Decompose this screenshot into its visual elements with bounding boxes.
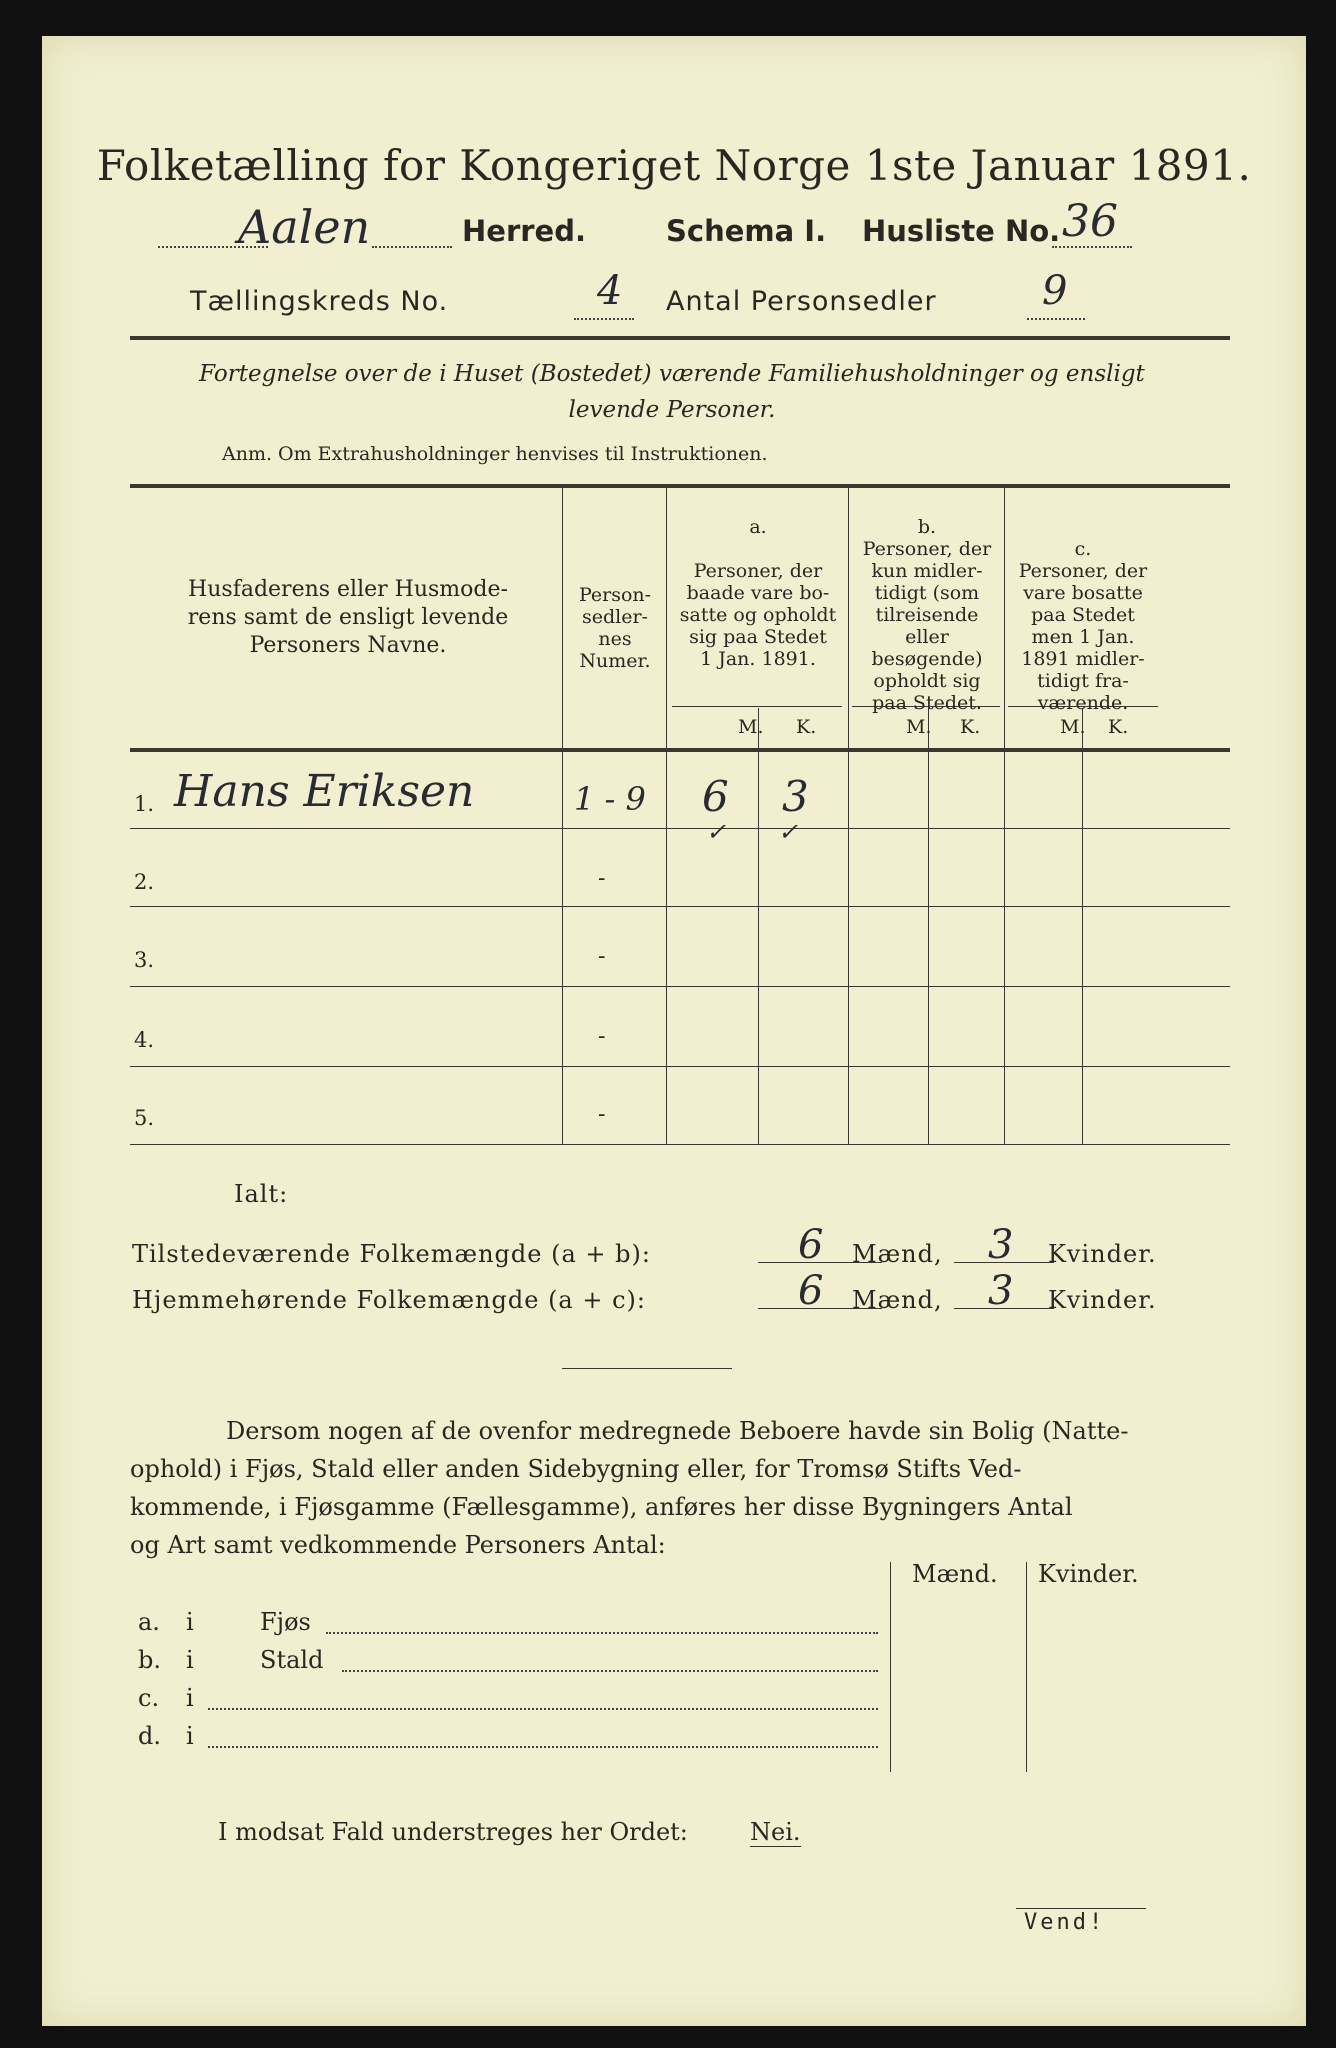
- col-header-b-line: besøgende): [871, 648, 983, 670]
- herred-dotted-line-2: [372, 246, 452, 248]
- col-header-b: [850, 516, 1004, 714]
- c-k-label: K.: [1108, 716, 1129, 738]
- col-header-c-letter: c.: [1074, 538, 1092, 560]
- col-header-b-line: tidigt (som: [874, 582, 980, 604]
- row-rule-3: [130, 986, 1230, 987]
- resident-men-count: 6: [798, 1268, 824, 1314]
- col-header-number-line: nes: [598, 628, 632, 650]
- municipality-handwritten: Aalen: [238, 200, 371, 254]
- col-header-a-line: Personer, der: [693, 560, 823, 582]
- maend-label: Mænd,: [852, 1286, 943, 1314]
- building-i: i: [186, 1608, 194, 1636]
- husliste-dotted-line: [1052, 246, 1132, 248]
- building-dotted-line: [208, 1746, 878, 1748]
- col-divider-1: [562, 486, 563, 1144]
- col-header-b-line: eller: [905, 626, 949, 648]
- building-i: i: [186, 1722, 194, 1750]
- census-form-page: [42, 36, 1306, 2026]
- a-k-label: K.: [796, 716, 817, 738]
- row-rule-1: [130, 828, 1230, 829]
- resident-population-label: Hjemmehørende Folkemængde (a + c):: [132, 1286, 646, 1314]
- present-women-count: 3: [988, 1222, 1014, 1268]
- mk-divider-b: [928, 708, 929, 1144]
- husliste-label: Husliste No.: [862, 214, 1061, 248]
- buildings-kvinder-header: Kvinder.: [1038, 1560, 1139, 1588]
- buildings-divider-2: [1026, 1562, 1027, 1772]
- col-header-c: [1006, 538, 1160, 714]
- row-number: 4.: [134, 1028, 155, 1052]
- col-header-number-line: sedler-: [582, 606, 648, 628]
- col-header-name-line: Personers Navne.: [249, 633, 447, 658]
- col-header-a-letter: a.: [749, 516, 767, 538]
- person-name-handwritten: Hans Eriksen: [174, 766, 475, 817]
- nei-word: Nei.: [750, 1818, 801, 1846]
- col-header-b-line: tilreisende: [875, 604, 979, 626]
- col-header-number-line: Person-: [578, 584, 652, 606]
- check-mark: ✓: [778, 818, 799, 846]
- col-header-a-line: sig paa Stedet: [689, 626, 827, 648]
- col-header-b-line: kun midler-: [871, 560, 983, 582]
- vend-rule: [1016, 1908, 1146, 1909]
- mk-divider-c: [1082, 708, 1083, 1144]
- ialt-label: Ialt:: [234, 1180, 289, 1208]
- a-women-count: 3: [782, 772, 809, 821]
- col-header-number-line: Numer.: [579, 650, 651, 672]
- buildings-divider-1: [890, 1562, 891, 1772]
- building-dotted-line: [342, 1670, 878, 1672]
- intro-line-2: levende Personer.: [568, 397, 776, 423]
- paragraph-line: kommende, i Fjøsgamme (Fællesgamme), anføres her disse Bygningers Antal: [130, 1493, 1073, 1521]
- col-header-c-line: tidigt fra-: [1037, 670, 1129, 692]
- personsedler-dotted-line: [1027, 318, 1085, 320]
- col-header-c-line: Personer, der: [1018, 560, 1148, 582]
- kvinder-label: Kvinder.: [1048, 1240, 1157, 1268]
- header-rule: [130, 336, 1230, 340]
- col-header-c-line: paa Stedet: [1031, 604, 1135, 626]
- col-header-name-line: rens samt de ensligt levende: [187, 605, 509, 630]
- intro-line-1: Fortegnelse over de i Huset (Bostedet) værende Familiehusholdninger og ensligt: [199, 361, 1145, 387]
- sedler-dash: -: [598, 944, 606, 969]
- col-divider-2: [666, 486, 667, 1144]
- building-letter: c.: [138, 1684, 160, 1712]
- sedler-dash: -: [598, 1102, 606, 1127]
- buildings-maend-header: Mænd.: [912, 1560, 998, 1588]
- kreds-number: 4: [597, 268, 623, 314]
- building-label: Stald: [260, 1646, 324, 1674]
- intro-text: [122, 356, 1222, 428]
- col-header-c-line: værende.: [1037, 692, 1129, 714]
- row-number: 5.: [134, 1106, 155, 1130]
- building-letter: a.: [138, 1608, 160, 1636]
- a-m-label: M.: [738, 716, 764, 738]
- sedler-dash: -: [598, 866, 606, 891]
- subheader-rule-a: [672, 706, 842, 707]
- a-men-count: 6: [702, 772, 729, 821]
- col-header-b-line: opholdt sig: [873, 670, 981, 692]
- sedler-dash: -: [598, 1024, 606, 1049]
- col-divider-3: [848, 486, 849, 1144]
- kvinder-label: Kvinder.: [1048, 1286, 1157, 1314]
- table-header-rule: [130, 748, 1230, 752]
- present-population-label: Tilstedeværende Folkemængde (a + b):: [132, 1240, 651, 1268]
- col-header-number: [564, 584, 666, 672]
- col-header-name-line: Husfaderens eller Husmode-: [188, 577, 508, 602]
- row-number: 1.: [134, 792, 155, 816]
- check-mark: ✓: [706, 818, 727, 846]
- modsat-text: I modsat Fald understreges her Ordet:: [218, 1818, 688, 1846]
- col-header-b-line: Personer, der: [862, 538, 992, 560]
- col-divider-4: [1004, 486, 1005, 1144]
- schema-label: Schema I.: [666, 214, 827, 248]
- building-dotted-line: [208, 1708, 878, 1710]
- col-header-a-line: satte og opholdt: [679, 604, 837, 626]
- maend-label: Mænd,: [852, 1240, 943, 1268]
- b-k-label: K.: [960, 716, 981, 738]
- personsedler-count: 9: [1042, 268, 1068, 314]
- row-number: 2.: [134, 870, 155, 894]
- building-letter: b.: [138, 1646, 161, 1674]
- form-title: Folketælling for Kongeriget Norge 1ste Januar 1891.: [96, 141, 1252, 190]
- vend-label: Vend!: [1024, 1910, 1106, 1935]
- building-i: i: [186, 1646, 194, 1674]
- building-dotted-line: [326, 1632, 878, 1634]
- present-men-count: 6: [798, 1222, 824, 1268]
- col-header-b-line: paa Stedet.: [872, 692, 982, 714]
- col-header-c-line: men 1 Jan.: [1031, 626, 1135, 648]
- row-number: 3.: [134, 948, 155, 972]
- paragraph-line: og Art samt vedkommende Personers Antal:: [130, 1531, 666, 1559]
- table-bottom-rule: [130, 1144, 1230, 1145]
- resident-women-count: 3: [988, 1268, 1014, 1314]
- row-rule-4: [130, 1066, 1230, 1067]
- paragraph-line: Dersom nogen af de ovenfor medregnede Beboere havde sin Bolig (Natte-: [226, 1417, 1129, 1445]
- separator-short: [562, 1368, 732, 1369]
- col-header-c-line: 1891 midler-: [1021, 648, 1145, 670]
- husliste-number: 36: [1062, 196, 1118, 247]
- col-header-a-line: baade vare bo-: [686, 582, 830, 604]
- anm-note: Anm. Om Extrahusholdninger henvises til Instruktionen.: [222, 443, 768, 465]
- col-header-a: [668, 516, 848, 670]
- c-m-label: M.: [1060, 716, 1086, 738]
- col-header-a-line: 1 Jan. 1891.: [700, 648, 816, 670]
- mk-divider-a: [758, 708, 759, 1144]
- table-top-rule: [130, 484, 1230, 488]
- building-i: i: [186, 1684, 194, 1712]
- building-letter: d.: [138, 1722, 161, 1750]
- b-m-label: M.: [906, 716, 932, 738]
- col-header-name: [138, 576, 558, 660]
- row-rule-2: [130, 906, 1230, 907]
- sidebuilding-paragraph: [130, 1412, 1230, 1564]
- personsedler-label: Antal Personsedler: [666, 286, 937, 317]
- kreds-dotted-line: [574, 318, 634, 320]
- col-header-c-line: vare bosatte: [1023, 582, 1143, 604]
- sedler-range: 1 - 9: [574, 780, 646, 818]
- building-label: Fjøs: [260, 1608, 311, 1636]
- kreds-label: Tællingskreds No.: [190, 286, 449, 317]
- herred-label: Herred.: [462, 214, 586, 248]
- paragraph-line: ophold) i Fjøs, Stald eller anden Sidebygning eller, for Tromsø Stifts Ved-: [130, 1455, 1022, 1483]
- col-header-b-letter: b.: [917, 516, 937, 538]
